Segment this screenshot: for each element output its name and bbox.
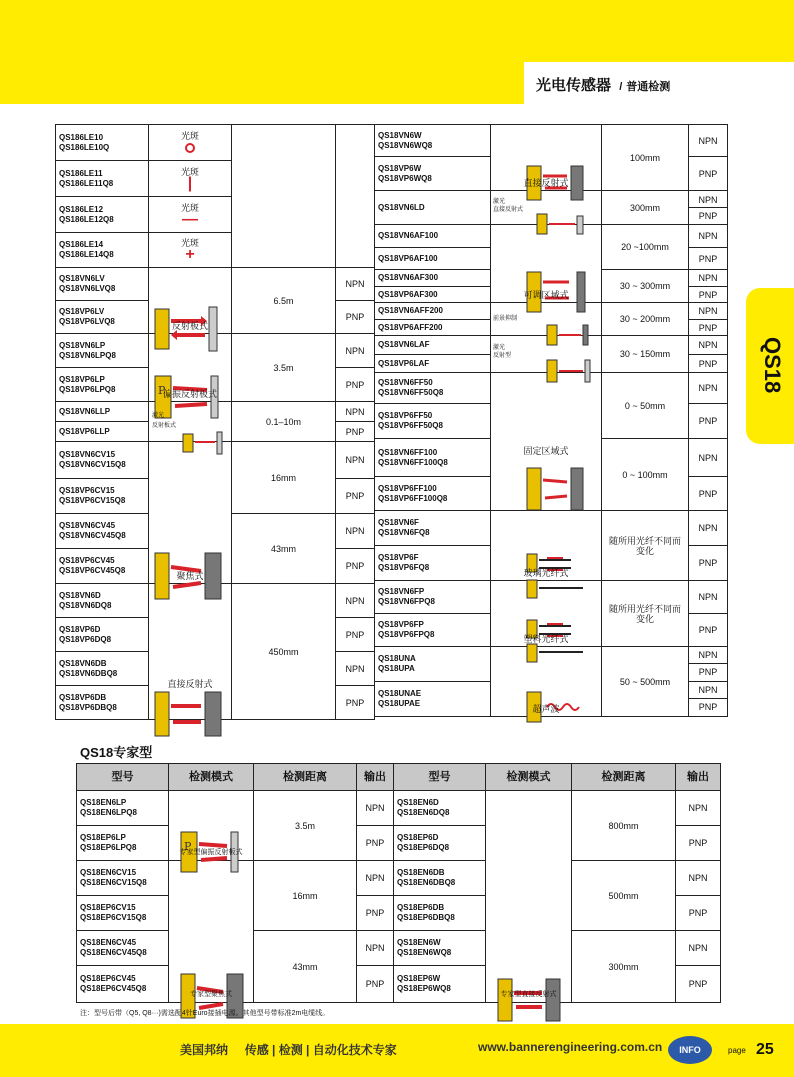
output-cell: PNP: [676, 826, 721, 861]
output-cell: NPN PNP: [689, 647, 728, 682]
mode-label: 反射型: [493, 353, 512, 359]
header-band: [0, 0, 524, 104]
range-cell: 3.5m: [254, 791, 357, 861]
output-cell: PNP: [676, 966, 721, 1003]
col-header: 检测距离: [572, 764, 676, 791]
model-cell: QS18VN6AFF200: [375, 303, 491, 320]
model-cell: QS18VN6LD: [375, 191, 491, 225]
model-cell: QS18EP6DB QS18EP6DBQ8: [394, 896, 486, 931]
output-cell: NPN: [336, 268, 375, 301]
header-band-right: [524, 0, 794, 62]
col-header: 型号: [77, 764, 169, 791]
mode-cell-diffuse: [149, 584, 232, 720]
output-cell: PNP: [336, 479, 375, 514]
model-cell: QS18EN6DB QS18EN6DBQ8: [394, 861, 486, 896]
output-cell: PNP: [336, 549, 375, 584]
mode-label: 反射板式: [171, 321, 208, 331]
range-cell: 16mm: [232, 442, 336, 514]
col-header: 输出: [357, 764, 394, 791]
model-cell: QS18VP6D QS18VP6DQ8: [56, 618, 149, 652]
mode-cell-direct: [491, 125, 602, 191]
range-cell: 30 ~ 300mm: [602, 270, 689, 303]
model-cell: QS18VP6LLP: [56, 422, 149, 442]
mode-label: 专家型聚焦式: [190, 991, 232, 998]
model-cell: QS18VN6AF100: [375, 225, 491, 248]
col-header: 检测距离: [254, 764, 357, 791]
output-cell: PNP: [689, 157, 728, 191]
output-cell: NPN: [336, 442, 375, 479]
info-badge-icon: INFO: [668, 1036, 712, 1064]
model-cell: QS18VP6AF100: [375, 248, 491, 270]
mode-label: 偏振反射板式: [162, 389, 217, 399]
model-cell: QS18VP6CV15 QS18VP6CV15Q8: [56, 479, 149, 514]
mode-cell-glass: [491, 511, 602, 581]
model-cell: QS18VN6FF50 QS18VN6FF50Q8: [375, 373, 491, 404]
mode-cell-plastic: [491, 581, 602, 647]
mode-label: 激光: [493, 199, 506, 205]
output-cell: PNP: [689, 546, 728, 581]
output-cell: NPN: [689, 581, 728, 614]
range-cell: 100mm: [602, 125, 689, 191]
model-cell: QS18VP6LP QS18VP6LPQ8: [56, 368, 149, 402]
range-cell: 450mm: [232, 584, 336, 720]
model-cell: QS18VP6FF50 QS18VP6FF50Q8: [375, 404, 491, 439]
model-cell: QS18UNA QS18UPA: [375, 647, 491, 682]
model-cell: QS18EN6CV45 QS18EN6CV45Q8: [77, 931, 169, 966]
range-cell: 16mm: [254, 861, 357, 931]
output-cell: PNP: [689, 355, 728, 373]
col-header: 型号: [394, 764, 486, 791]
range-cell: 800mm: [572, 791, 676, 861]
model-cell: QS18VP6F QS18VP6FQ8: [375, 546, 491, 581]
mode-cell-retro: [149, 268, 232, 334]
model-cell: QS18VP6LAF: [375, 355, 491, 373]
ultrasonic-icon: [491, 682, 602, 750]
footer: [0, 1024, 794, 1077]
model-cell: QS186LE10 QS186LE10Q: [56, 125, 149, 161]
mode-label: 激光: [152, 413, 165, 419]
mode-cell-fixed: [491, 373, 602, 511]
model-cell: QS18EN6CV15 QS18EN6CV15Q8: [77, 861, 169, 896]
footnote: 注：型号后带（Q5, Q8···)需选配4针Euro接插电源。其他型号带标准2m电缆线。: [80, 1010, 330, 1017]
page-title: 光电传感器 / 普通检测: [536, 77, 671, 94]
output-cell: NPN: [689, 225, 728, 248]
model-cell: QS18UNAE QS18UPAE: [375, 682, 491, 717]
output-cell: PNP: [689, 287, 728, 303]
model-cell: QS18EP6W QS18EP6WQ8: [394, 966, 486, 1003]
output-cell: PNP: [689, 477, 728, 511]
model-cell: QS18VP6LV QS18VP6LVQ8: [56, 301, 149, 334]
output-cell: NPN: [689, 125, 728, 157]
mode-label: 专家型偏振反射板式: [179, 849, 243, 856]
output-cell: NPN: [676, 861, 721, 896]
model-cell: QS18VN6FP QS18VN6FPQ8: [375, 581, 491, 614]
mode-label: 直接反射式: [523, 178, 569, 188]
output-cell: PNP: [336, 422, 375, 442]
mode-label: 玻璃光纤式: [523, 568, 569, 578]
output-cell: PNP: [689, 320, 728, 336]
model-cell: QS18VN6CV15 QS18VN6CV15Q8: [56, 442, 149, 479]
output-cell: PNP: [689, 614, 728, 647]
expert-title: QS18专家型: [80, 745, 153, 760]
range-cell: 43mm: [232, 514, 336, 584]
model-cell: QS18EP6LP QS18EP6LPQ8: [77, 826, 169, 861]
mode-label: 塑料光纤式: [523, 634, 569, 644]
range-cell: 20 ~100mm: [602, 225, 689, 270]
spot-line-icon: |: [187, 174, 193, 192]
mode-cell-laser-direct: [491, 191, 602, 225]
mode-label: 直接反射式: [167, 679, 213, 689]
page-label: page: [728, 1046, 746, 1055]
model-cell: QS18VN6FF100 QS18VN6FF100Q8: [375, 439, 491, 477]
spot-ring-icon: [185, 143, 195, 153]
footer-brand: 美国邦纳 传感 | 检测 | 自动化技术专家: [180, 1043, 397, 1057]
output-cell: PNP: [336, 686, 375, 720]
output-cell: NPN: [357, 931, 394, 966]
left-product-table: [55, 124, 375, 720]
range-cell: 30 ~ 200mm: [602, 303, 689, 336]
model-cell: QS18VP6W QS18VP6WQ8: [375, 157, 491, 191]
svg-text:P: P: [184, 839, 192, 853]
mode-cell-bg: [491, 303, 602, 336]
right-product-table: [374, 124, 728, 717]
output-cell: PNP: [689, 248, 728, 270]
range-cell: 随所用光纤不同而变化: [602, 511, 689, 581]
mode-label: 固定区域式: [523, 446, 569, 456]
model-cell: QS18EP6D QS18EP6DQ8: [394, 826, 486, 861]
expert-mode-direct: [486, 791, 572, 1003]
output-cell: PNP: [689, 404, 728, 439]
model-cell: QS18VP6FP QS18VP6FPQ8: [375, 614, 491, 647]
mode-cell-focus: [149, 442, 232, 584]
model-cell: QS186LE12 QS186LE12Q8: [56, 197, 149, 233]
out-cell: [336, 125, 375, 268]
spot-cell: 光斑 |: [149, 161, 232, 197]
output-cell: NPN: [357, 791, 394, 826]
output-cell: NPN: [676, 791, 721, 826]
model-cell: QS18VN6AF300: [375, 270, 491, 287]
output-cell: NPN: [336, 652, 375, 686]
output-cell: PNP: [676, 896, 721, 931]
output-cell: PNP: [357, 896, 394, 931]
output-cell: NPN: [336, 334, 375, 368]
model-cell: QS18VN6D QS18VN6DQ8: [56, 584, 149, 618]
series-tab: QS18: [746, 288, 794, 444]
output-cell: PNP: [336, 618, 375, 652]
spot-dash-icon: —: [182, 210, 198, 228]
mode-cell-polar: [149, 334, 232, 402]
output-cell: NPN: [689, 303, 728, 320]
output-cell: NPN: [689, 336, 728, 355]
spot-cell: 光斑 +: [149, 233, 232, 268]
page-number: 25: [756, 1041, 774, 1058]
mode-label: 聚焦式: [176, 571, 204, 581]
range-cell: 30 ~ 150mm: [602, 336, 689, 373]
output-cell: NPN PNP: [689, 191, 728, 225]
output-cell: NPN: [357, 861, 394, 896]
range-cell: 3.5m: [232, 334, 336, 402]
output-cell: PNP: [357, 966, 394, 1003]
output-cell: NPN: [689, 439, 728, 477]
expert-mode-focus: [169, 861, 254, 1003]
model-cell: QS18VP6FF100 QS18VP6FF100Q8: [375, 477, 491, 511]
range-cell: 6.5m: [232, 268, 336, 334]
range-cell: 0 ~ 100mm: [602, 439, 689, 511]
range-cell: 500mm: [572, 861, 676, 931]
output-cell: NPN: [689, 373, 728, 404]
output-cell: NPN: [689, 511, 728, 546]
range-cell: 300mm: [572, 931, 676, 1003]
range-cell: 随所用光纤不同而变化: [602, 581, 689, 647]
model-cell: QS186LE11 QS186LE11Q8: [56, 161, 149, 197]
model-cell: QS18EP6CV15 QS18EP6CV15Q8: [77, 896, 169, 931]
model-cell: QS18VN6LV QS18VN6LVQ8: [56, 268, 149, 301]
model-cell: QS18VN6W QS18VN6WQ8: [375, 125, 491, 157]
output-cell: PNP: [336, 368, 375, 402]
model-cell: QS18VN6DB QS18VN6DBQ8: [56, 652, 149, 686]
mode-cell-laser2: [491, 336, 602, 373]
mode-label: 激光: [493, 345, 506, 351]
output-cell: NPN: [676, 931, 721, 966]
model-cell: QS18EN6D QS18EN6DQ8: [394, 791, 486, 826]
model-cell: QS18VP6CV45 QS18VP6CV45Q8: [56, 549, 149, 584]
expert-mode-polar: [169, 791, 254, 861]
output-cell: NPN: [336, 402, 375, 422]
model-cell: QS18VP6AF300: [375, 287, 491, 303]
mode-cell-laser: [149, 402, 232, 442]
mode-label: 直接反射式: [493, 207, 524, 213]
footer-url[interactable]: www.bannerengineering.com.cn: [478, 1040, 663, 1054]
spot-cell: 光斑: [149, 125, 232, 161]
model-cell: QS18EN6LP QS18EN6LPQ8: [77, 791, 169, 826]
range-cell: 0.1–10m: [232, 402, 336, 442]
output-cell: NPN: [336, 584, 375, 618]
col-header: 输出: [676, 764, 721, 791]
model-cell: QS18VN6CV45 QS18VN6CV45Q8: [56, 514, 149, 549]
range-cell: 0 ~ 50mm: [602, 373, 689, 439]
output-cell: PNP: [357, 826, 394, 861]
range-cell: 300mm: [602, 191, 689, 225]
mode-label: 前景抑制: [493, 316, 518, 322]
model-cell: QS18VN6LAF: [375, 336, 491, 355]
spot-cross-icon: +: [185, 246, 195, 263]
model-cell: QS18VP6AFF200: [375, 320, 491, 336]
expert-table: [76, 763, 721, 1003]
col-header: 检测模式: [486, 764, 572, 791]
mode-label: 专家型直接反射式: [500, 991, 557, 998]
output-cell: NPN: [336, 514, 375, 549]
output-cell: PNP: [336, 301, 375, 334]
range-cell: 43mm: [254, 931, 357, 1003]
mode-label: 可调区域式: [523, 290, 569, 300]
output-cell: NPN PNP: [689, 682, 728, 717]
model-cell: QS18VP6DB QS18VP6DBQ8: [56, 686, 149, 720]
range-cell: 50 ~ 500mm: [602, 647, 689, 717]
range-cell: [232, 125, 336, 268]
spot-cell: 光斑 —: [149, 197, 232, 233]
model-cell: QS18VN6LP QS18VN6LPQ8: [56, 334, 149, 368]
mode-cell-adjustable: [491, 225, 602, 303]
model-cell: QS18EP6CV45 QS18EP6CV45Q8: [77, 966, 169, 1003]
mode-cell-ultra: [491, 647, 602, 717]
col-header: 检测模式: [169, 764, 254, 791]
model-cell: QS18EN6W QS18EN6WQ8: [394, 931, 486, 966]
svg-text:P: P: [158, 383, 166, 397]
output-cell: NPN: [689, 270, 728, 287]
model-cell: QS186LE14 QS186LE14Q8: [56, 233, 149, 268]
mode-label: 反射板式: [152, 423, 177, 429]
model-cell: QS18VN6F QS18VN6FQ8: [375, 511, 491, 546]
mode-label: 超声波: [532, 704, 560, 714]
model-cell: QS18VN6LLP: [56, 402, 149, 422]
